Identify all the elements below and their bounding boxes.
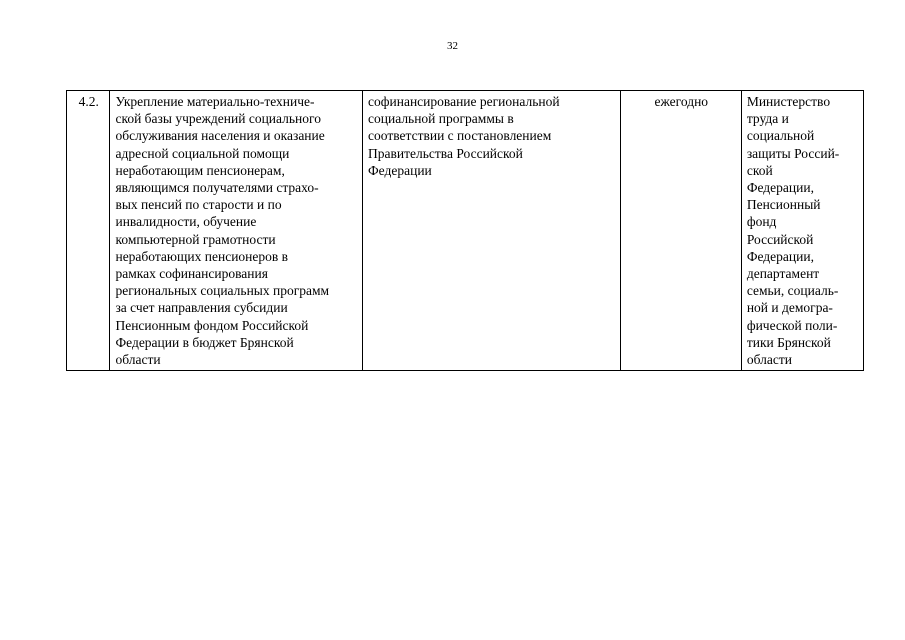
executor-line: семьи, социаль- (746, 283, 839, 299)
description-line: неработающих пенсионеров в (115, 248, 289, 264)
executor-line: области (746, 352, 792, 368)
description-line: Федерации в бюджет Брянской (115, 334, 294, 350)
page-number: 32 (447, 40, 458, 52)
executor-line: тики Брянской (746, 334, 831, 350)
executor-line: Федерации, (746, 180, 814, 196)
funding-source-line: соответствии с постановлением (368, 128, 552, 144)
funding-source-line: Федерации (368, 162, 432, 178)
executor-line: фонд (746, 214, 777, 230)
description-line: неработающим пенсионерам, (115, 162, 285, 178)
description-line: Укрепление материально-техниче- (115, 94, 315, 109)
executor-line: Российской (746, 231, 814, 247)
description-cell (110, 91, 363, 371)
description-line: рамках софинансирования (115, 266, 268, 282)
description-line: региональных социальных программ (115, 283, 330, 299)
executor-line: ской (746, 162, 773, 178)
plan-table (66, 90, 864, 371)
description-line: Пенсионным фондом Российской (115, 317, 309, 333)
description-line: области (115, 352, 161, 368)
description-line: адресной социальной помощи (115, 145, 290, 161)
funding-source-line: софинансирование региональной (368, 94, 560, 109)
description-line: инвалидности, обучение (115, 214, 257, 230)
executor-line: Пенсионный (746, 197, 821, 213)
funding-source-line: Правительства Российской (368, 145, 523, 161)
executor-line: Министерство (746, 94, 831, 109)
description-line: компьютерной грамотности (115, 231, 276, 247)
executor-line: ной и демогра- (746, 300, 833, 316)
executor-line: труда и (746, 111, 789, 127)
description-line: за счет направления субсидии (115, 300, 288, 316)
row-number-cell: 4.2. (67, 91, 110, 371)
executor-line: департамент (746, 266, 820, 282)
executor-line: фической поли- (746, 317, 838, 333)
executor-line: защиты Россий- (746, 145, 840, 161)
funding-source-line: социальной программы в (368, 111, 514, 127)
description-line: обслуживания населения и оказание (115, 128, 325, 144)
executor-line: социальной (746, 128, 815, 144)
description-line: вых пенсий по старости и по (115, 197, 282, 213)
executor-cell (741, 91, 863, 371)
funding-source-cell (363, 91, 621, 371)
description-line: ской базы учреждений социального (115, 111, 321, 127)
table-row (67, 91, 864, 371)
term-cell: ежегодно (620, 91, 741, 371)
description-line: являющимся получателями страхо- (115, 180, 319, 196)
executor-line: Федерации, (746, 248, 814, 264)
